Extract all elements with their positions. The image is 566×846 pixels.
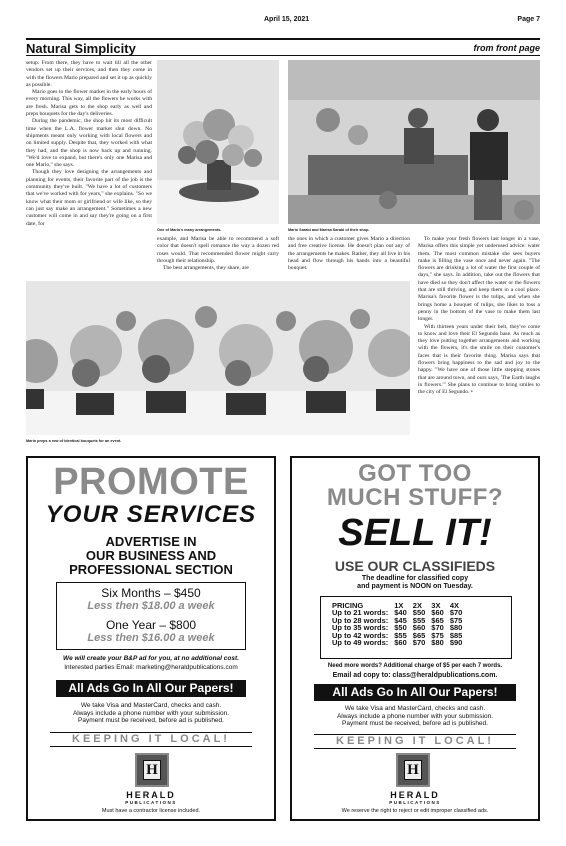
email-note: Email ad copy to: class@heraldpublications.com. xyxy=(332,672,498,679)
pricing-header-cell: 3X xyxy=(431,601,441,610)
issue-date: April 15, 2021 xyxy=(264,16,310,23)
all-ads-bar: All Ads Go In All Our Papers! xyxy=(56,680,246,697)
article-column-4 xyxy=(418,236,540,397)
bouquet-row-image xyxy=(26,281,410,435)
offer-one-year-note: Less then $16.00 a week xyxy=(87,632,215,644)
pricing-cell: $75 xyxy=(449,615,463,625)
pricing-row xyxy=(329,639,465,646)
herald-wordmark: HERALD xyxy=(390,790,440,800)
pricing-cell: $70 xyxy=(449,608,463,618)
offer-one-year: One Year – $800 xyxy=(105,618,197,632)
paragraph: Mario goes to the flower market in the early hours of every morning. This way, all the flowers he works with are fresh. Marisa gets to the shop early as well and preps bouquets for the day's deliveries. xyxy=(26,89,152,118)
photo-caption-3: Mario preps a row of identical bouquets for an event. xyxy=(26,439,122,443)
paragraph: With thirteen years under their belt, they've come to know and love their El Segundo base. As much as they love putting together arrangements and working with the flowers, it's the smile on their customer's faces that is their favorite thing. Marisa says that flowers bring happiness to the sad and joy to the happy. "We have one of those little stepping stones that are around town, and ours says, 'The Earth laughs in flowers.'" She plans to continue to bring smiles to the city of El Segundo. • xyxy=(418,323,540,396)
herald-logo-icon xyxy=(135,753,169,787)
article-column-1 xyxy=(26,60,152,228)
pricing-cell: $60 xyxy=(412,623,426,633)
promote-services-ad xyxy=(26,456,276,821)
payment-note: Always include a phone number with your submission. xyxy=(72,709,230,717)
shop-owners-image xyxy=(288,60,540,224)
pricing-cell: $55 xyxy=(394,630,407,640)
paragraph: example, and Marisa be able to recommend a soft color that doesn't spell romance the way a dozen red roses would. That recommended flower might carry through their relationship. xyxy=(157,236,279,264)
ad-headline: PROMOTE xyxy=(53,461,249,503)
ad-footer-note: We reserve the right to reject or edit improper classified ads. xyxy=(341,808,489,814)
payment-note: We take Visa and MasterCard, checks and cash. xyxy=(80,702,222,709)
pricing-header-cell: 1X xyxy=(394,601,404,610)
pricing-box xyxy=(56,582,246,650)
ad-subtitle-line: ADVERTISE IN xyxy=(105,534,197,549)
section-title: Natural Simplicity xyxy=(26,41,136,56)
keeping-it-local-banner: KEEPING IT LOCAL! xyxy=(50,732,252,747)
article-column-2 xyxy=(157,236,279,272)
herald-logo-icon xyxy=(396,753,430,787)
payment-note: We take Visa and MasterCard, checks and cash. xyxy=(344,705,486,712)
pricing-table-box xyxy=(320,596,512,659)
all-ads-bar: All Ads Go In All Our Papers! xyxy=(314,684,516,701)
deadline-note: and payment is NOON on Tuesday. xyxy=(357,583,473,590)
pricing-cell: $50 xyxy=(394,623,407,633)
pricing-table xyxy=(329,602,465,646)
contact-email: Interested parties Email: marketing@heraldpublications.com xyxy=(64,664,238,671)
keeping-it-local-banner: KEEPING IT LOCAL! xyxy=(314,734,516,749)
pricing-cell: $55 xyxy=(412,615,426,625)
section-bar xyxy=(26,38,540,56)
ad-subtitle-line: PROFESSIONAL SECTION xyxy=(69,562,233,577)
photo-caption-2: Mario Sarabi and Marisa Sarabi of their shop. xyxy=(288,228,370,232)
pricing-cell: $70 xyxy=(431,623,444,633)
pricing-header-cell: 4X xyxy=(449,601,459,610)
deadline-note: The deadline for classified copy xyxy=(361,575,469,582)
classifieds-ad xyxy=(290,456,540,821)
pricing-header-cell: 2X xyxy=(412,601,422,610)
photo-arrangement xyxy=(157,60,279,224)
paragraph: The best arrangements, they share, are xyxy=(163,265,249,272)
pricing-cell: $60 xyxy=(431,608,444,618)
ad-subheadline: YOUR SERVICES xyxy=(45,501,257,528)
pricing-cell: $80 xyxy=(431,638,444,648)
pricing-cell: Up to 28 words: xyxy=(332,615,389,625)
publications-wordmark: PUBLICATIONS xyxy=(389,800,441,805)
paragraph: To make your fresh flowers last longer in a vase, Marisa offers this simple yet underused advice: water them. The most common mistake she sees buyers make is filling the vase once and never again. "The flowers are drinking a lot of water the first couple of days," she says. In addition, take out the flowers that have died so they don't affect the water or the flowers that are still thriving, and keep them in a cool place. Marisa's favorite flower is the tulips, and when she brings home a bouquet of tulips, she likes to toss a penny in the bottom of the vase to make them last longer. xyxy=(418,236,540,323)
jump-label: from front page xyxy=(473,43,540,53)
pricing-cell: $40 xyxy=(394,608,407,618)
pricing-cell: Up to 21 words: xyxy=(332,608,389,618)
pricing-header-cell: PRICING xyxy=(332,601,364,610)
ad-subtitle-line: OUR BUSINESS AND xyxy=(85,548,217,563)
arrangement-image xyxy=(157,60,279,224)
pricing-cell: $85 xyxy=(449,630,463,640)
page-header xyxy=(0,14,566,28)
page-number: Page 7 xyxy=(517,16,540,23)
pricing-cell: Up to 42 words: xyxy=(332,630,389,640)
photo-shop-owners xyxy=(288,60,540,224)
ad-headline: GOT TOO xyxy=(358,460,472,487)
paragraph: the ones in which a customer gives Mario a direction and free creative license. He doesn't plan out any of the arrangements he makes. Rather, they all live in his head and flow through his hands into a beautiful bouquet. xyxy=(288,236,410,272)
ad-headline: MUCH STUFF? xyxy=(326,484,504,511)
create-note: We will create your B&P ad for you, at no additional cost. xyxy=(63,655,239,662)
ad-subtitle-line: USE OUR CLASSIFIEDS xyxy=(334,558,496,574)
pricing-cell: $60 xyxy=(394,638,407,648)
paragraph: setup. From there, they have to wait till all the other vendors set up their services, and then they come in with the flowers Mario prepared and set it up as quickly as possible. xyxy=(26,60,152,88)
article-column-3 xyxy=(288,236,410,272)
photo-caption-1: One of Mario's many arrangements. xyxy=(157,228,222,232)
offer-six-months-note: Less then $18.00 a week xyxy=(87,600,215,612)
ad-footer-note: Must have a contractor license included. xyxy=(101,808,201,814)
more-words-note: Need more words? Additional charge of $5 per each 7 words. xyxy=(327,663,503,669)
publications-wordmark: PUBLICATIONS xyxy=(125,800,177,805)
photo-bouquet-row xyxy=(26,281,410,435)
pricing-cell: $45 xyxy=(394,615,407,625)
pricing-cell: $70 xyxy=(412,638,426,648)
payment-note: Payment must be received, before ad is published. xyxy=(78,717,224,724)
pricing-cell: $65 xyxy=(431,615,444,625)
paragraph: During the pandemic, the shop hit its most difficult time when the L.A. flower market shut down. No shipments meant only working with local flowers and on limited supply. Despite that, they worked with what they had, and the shop is now back up and running. "We'd love to expand, but there's only one Marisa and one Mario," she says. xyxy=(26,118,152,169)
pricing-cell: Up to 35 words: xyxy=(332,623,389,633)
ad-big-callout: SELL IT! xyxy=(338,512,492,554)
pricing-cell: $75 xyxy=(431,630,444,640)
pricing-cell: $90 xyxy=(449,638,463,648)
pricing-cell: Up to 49 words: xyxy=(332,638,389,648)
logo-letter: H xyxy=(404,760,422,780)
pricing-cell: $50 xyxy=(412,608,426,618)
herald-wordmark: HERALD xyxy=(126,790,176,800)
pricing-cell: $65 xyxy=(412,630,426,640)
pricing-cell: $80 xyxy=(449,623,463,633)
logo-letter: H xyxy=(143,760,161,780)
offer-six-months: Six Months – $450 xyxy=(101,586,201,600)
paragraph: Though they love designing the arrangements and planning for events, their favorite part of the job is the community they've built. "We have a lot of customers that we've worked with for years," she explains. "So we know what their mom or girlfriend or wife like, so they can just say make an arrangement." Sometimes a new customer will come in and say they're going on a first date, for xyxy=(26,169,152,227)
payment-note: Payment must be received, before ad is published. xyxy=(342,720,488,727)
payment-note: Always include a phone number with your submission. xyxy=(336,712,494,720)
